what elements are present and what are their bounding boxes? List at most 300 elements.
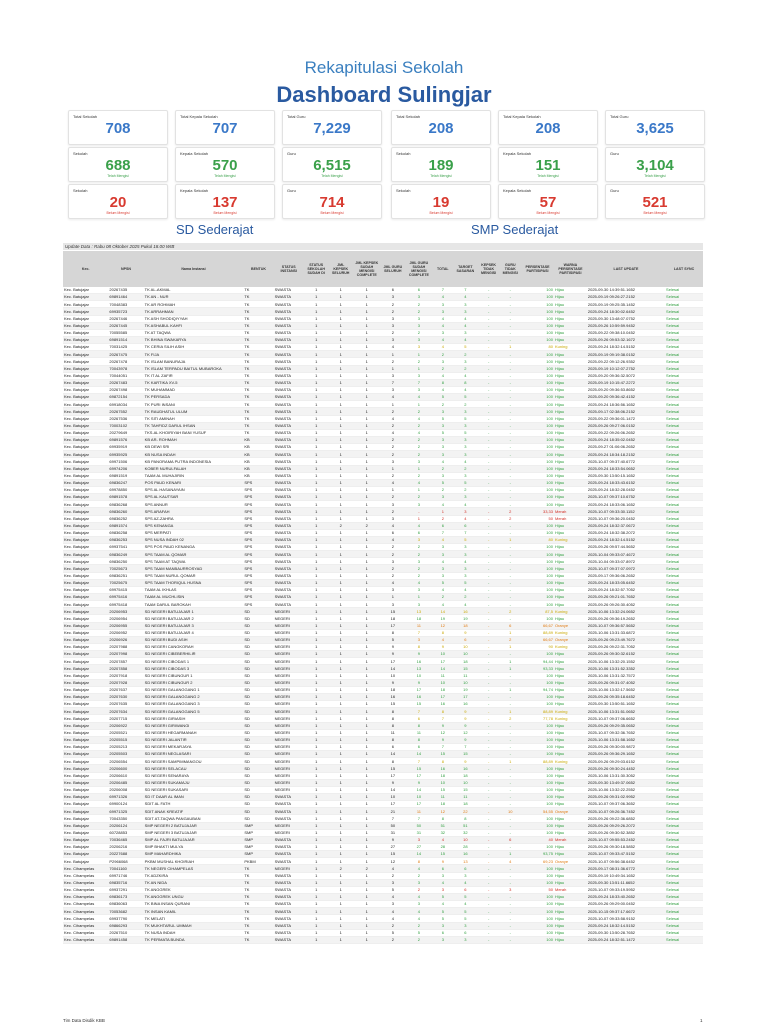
table-cell: TK [243, 294, 273, 301]
table-cell: 1 [329, 372, 353, 379]
table-cell: - [499, 415, 521, 422]
table-cell: 1 [329, 579, 353, 586]
card-label: Sekolah [73, 151, 88, 156]
table-cell: Kec. Batujajar [63, 586, 108, 593]
table-cell: 4 [405, 479, 433, 486]
table-cell: 1 [405, 401, 433, 408]
recap-table [63, 251, 703, 944]
table-cell: - [478, 701, 500, 708]
table-cell: 1 [304, 579, 329, 586]
table-cell: Selesai [665, 522, 703, 529]
table-cell: 17 [405, 772, 433, 779]
table-row [63, 736, 703, 743]
table-cell: 7 [381, 815, 405, 822]
table-cell: 2025-09-26 09:35:18.6452 [587, 694, 665, 701]
table-cell: 7 [433, 744, 453, 751]
table-cell: Selesai [665, 444, 703, 451]
table-row [63, 815, 703, 822]
table-cell: 9 [453, 708, 478, 715]
table-cell: - [499, 394, 521, 401]
smp-card [498, 147, 598, 182]
table-cell: Kec. Batujajar [63, 365, 108, 372]
table-cell: 4 [433, 601, 453, 608]
table-cell: Hijau [554, 665, 587, 672]
table-cell: 2025-10-06 13:31:32.7572 [587, 672, 665, 679]
table-cell: 1 [329, 315, 353, 322]
table-cell: 4 [433, 315, 453, 322]
table-cell: SMP NEGERI 2 BATUJAJAR [144, 822, 244, 829]
table-cell: 2025-09-17 09:36:06.2652 [587, 572, 665, 579]
table-cell: 2025-10-06 13:32:17.5652 [587, 686, 665, 693]
table-cell: 3 [453, 329, 478, 336]
sd-card [282, 184, 382, 219]
sd-card [175, 147, 275, 182]
table-cell: 1 [405, 465, 433, 472]
table-body [63, 287, 703, 943]
table-cell: 1 [304, 672, 329, 679]
table-cell: Selesai [665, 465, 703, 472]
table-cell: 1 [353, 436, 381, 443]
table-cell: 69918034 [108, 401, 143, 408]
table-cell: 2025-09-26 09:29:35.0652 [587, 722, 665, 729]
table-cell: 12 [433, 808, 453, 815]
table-row [63, 886, 703, 893]
table-cell: 94,74 [521, 686, 554, 693]
table-cell: SWASTA [274, 308, 304, 315]
table-cell: TKS.AL KHOIRIYAH BANI YUSUF [144, 429, 244, 436]
table-cell: - [478, 765, 500, 772]
table-cell: 7 [453, 529, 478, 536]
card-sublabel: Belum Mengisi [536, 211, 560, 215]
table-cell: 1 [304, 843, 329, 850]
table-cell: 6 [453, 929, 478, 936]
table-cell: 1 [329, 851, 353, 858]
table-cell: - [478, 401, 500, 408]
table-cell: 100 [521, 601, 554, 608]
table-cell: 1 [353, 786, 381, 793]
table-row [63, 872, 703, 879]
table-cell: 2 [381, 408, 405, 415]
table-cell: NEGERI [274, 829, 304, 836]
table-row [63, 793, 703, 800]
table-cell: 1 [353, 401, 381, 408]
table-cell: 1 [329, 287, 353, 294]
table-cell: 1 [329, 822, 353, 829]
table-cell: Selesai [665, 422, 703, 429]
table-cell: 20206953 [108, 608, 143, 615]
table-cell: 3 [453, 358, 478, 365]
table-cell: 2025-10-06 13:32:22.2552 [587, 786, 665, 793]
table-cell: 9 [453, 758, 478, 765]
table-cell: Selesai [665, 486, 703, 493]
table-row [63, 679, 703, 686]
table-cell: 100 [521, 365, 554, 372]
table-cell: - [478, 808, 500, 815]
table-cell: - [499, 936, 521, 943]
table-cell: 1 [304, 915, 329, 922]
table-cell: Kec. Batujajar [63, 622, 108, 629]
table-cell: - [499, 765, 521, 772]
table-cell: SD [243, 672, 273, 679]
table-cell: Selesai [665, 936, 703, 943]
table-cell: - [478, 515, 500, 522]
table-cell: 1 [353, 308, 381, 315]
table-cell: 3 [381, 294, 405, 301]
table-cell: 14 [381, 665, 405, 672]
table-row [63, 536, 703, 543]
table-cell: 3 [405, 315, 433, 322]
table-cell: 69935723 [108, 308, 143, 315]
table-cell: TK KARTIKA XV-5 [144, 379, 244, 386]
table-row [63, 729, 703, 736]
table-cell: 1 [353, 579, 381, 586]
table-cell: Kec. Batujajar [63, 708, 108, 715]
card-value: 151 [535, 157, 561, 174]
table-cell: 1 [304, 472, 329, 479]
card-value: 707 [212, 120, 238, 137]
table-cell: 32 [453, 829, 478, 836]
table-cell: TK AN NIDA [144, 879, 244, 886]
table-cell: - [499, 679, 521, 686]
table-cell: SWASTA [274, 508, 304, 515]
table-row [63, 429, 703, 436]
table-cell: 3 [453, 494, 478, 501]
table-cell: SD NEGERI CIBODAS 1 [144, 658, 244, 665]
table-cell: SWASTA [274, 372, 304, 379]
table-cell: SWASTA [274, 336, 304, 343]
table-cell: 1 [329, 779, 353, 786]
table-cell: TK AN - NUR [144, 294, 244, 301]
table-cell: Kec. Batujajar [63, 287, 108, 294]
table-cell: 8 [433, 379, 453, 386]
table-cell: - [499, 379, 521, 386]
table-cell: KB [243, 472, 273, 479]
table-cell: 7 [405, 629, 433, 636]
table-cell: SD NEGERI GALANGGANG 1 [144, 686, 244, 693]
table-cell: 3 [433, 444, 453, 451]
table-cell: SWASTA [274, 365, 304, 372]
table-row [63, 901, 703, 908]
table-cell: 69935925 [108, 451, 143, 458]
table-cell: - [478, 872, 500, 879]
table-cell: 3 [453, 544, 478, 551]
table-cell: 2025-09-20 09:36:53.8652 [587, 386, 665, 393]
table-cell: 2025-09-19 10:15:47.2272 [587, 379, 665, 386]
table-cell: 90 [521, 644, 554, 651]
table-cell: 3 [433, 301, 453, 308]
table-cell: SWASTA [274, 793, 304, 800]
table-cell: 1 [353, 301, 381, 308]
table-cell: SWASTA [274, 929, 304, 936]
table-cell: SD [243, 744, 273, 751]
table-cell: - [499, 908, 521, 915]
table-cell: - [478, 294, 500, 301]
table-cell: 2 [433, 594, 453, 601]
table-cell: - [405, 508, 433, 515]
table-cell: 1 [329, 622, 353, 629]
table-cell: Kec. Cihampelas [63, 886, 108, 893]
table-cell: 2 [405, 922, 433, 929]
table-cell: 20207998 [108, 651, 143, 658]
table-cell: 15 [381, 765, 405, 772]
table-cell: Hijau [554, 722, 587, 729]
table-cell: 1 [304, 644, 329, 651]
table-cell: 11 [453, 793, 478, 800]
table-cell: Hijau [554, 922, 587, 929]
table-cell: - [478, 901, 500, 908]
table-cell: 4 [433, 372, 453, 379]
table-cell: Kec. Batujajar [63, 308, 108, 315]
table-cell: NEGERI [274, 615, 304, 622]
table-cell: 100 [521, 786, 554, 793]
table-cell: SD NEGERI GALANGGANG 5 [144, 708, 244, 715]
table-cell: 1 [329, 615, 353, 622]
table-cell: TK [243, 379, 273, 386]
table-cell: Hijau [554, 893, 587, 900]
table-cell: 2 [405, 886, 433, 893]
table-cell: SD [243, 665, 273, 672]
table-cell: 100 [521, 801, 554, 808]
table-cell: 1 [381, 365, 405, 372]
table-cell: 70003102 [108, 422, 143, 429]
table-cell: 4 [405, 915, 433, 922]
card-label: Total Kepala Sekolah [503, 114, 541, 119]
table-cell: 2025-10-04 09:33:07.8972 [587, 558, 665, 565]
table-cell: 1 [304, 479, 329, 486]
table-cell: 2025-10-06 13:31:30.3052 [587, 772, 665, 779]
table-cell: 88,89 [521, 629, 554, 636]
table-cell: 1 [499, 629, 521, 636]
card-sublabel: Telah Mengisi [430, 174, 452, 178]
table-row [63, 422, 703, 429]
table-cell: 3 [433, 565, 453, 572]
table-cell: 16 [453, 608, 478, 615]
table-cell: Kec. Batujajar [63, 758, 108, 765]
table-cell: 2 [405, 308, 433, 315]
table-cell: 100 [521, 929, 554, 936]
table-cell: 100 [521, 879, 554, 886]
table-cell: 1 [304, 851, 329, 858]
table-cell: 100 [521, 615, 554, 622]
table-cell: 1 [353, 658, 381, 665]
table-cell: Selesai [665, 386, 703, 393]
table-cell: 88,89 [521, 758, 554, 765]
table-cell: 9 [381, 779, 405, 786]
table-cell: Hijau [554, 829, 587, 836]
table-cell: - [478, 444, 500, 451]
table-cell: 19 [453, 615, 478, 622]
table-cell: 1 [353, 287, 381, 294]
table-cell: 1 [329, 558, 353, 565]
table-cell: 100 [521, 479, 554, 486]
table-cell: TK MUHAMMAD [144, 386, 244, 393]
table-cell: - [499, 465, 521, 472]
table-cell: Hijau [554, 529, 587, 536]
table-cell: 20205213 [108, 744, 143, 751]
table-cell: 8 [433, 629, 453, 636]
table-cell: Selesai [665, 822, 703, 829]
table-cell: SWASTA [274, 536, 304, 543]
table-cell: 2025-10-07 09:33:58.9152 [587, 915, 665, 922]
table-cell: Kec. Batujajar [63, 572, 108, 579]
table-cell: 51 [433, 822, 453, 829]
table-cell: 1 [304, 801, 329, 808]
table-cell: 1 [353, 915, 381, 922]
table-cell: 1 [353, 908, 381, 915]
table-cell: Hijau [554, 901, 587, 908]
table-cell: - [499, 472, 521, 479]
table-cell: TK INSAN KAMIL [144, 908, 244, 915]
table-row [63, 594, 703, 601]
card-sublabel: Telah Mengisi [537, 174, 559, 178]
table-cell: 1 [304, 886, 329, 893]
table-cell: 1 [329, 429, 353, 436]
table-cell: Selesai [665, 765, 703, 772]
table-cell: 1 [329, 379, 353, 386]
table-cell: 40 [521, 836, 554, 843]
table-cell: 2025-09-19 09:26:27.2152 [587, 294, 665, 301]
table-cell: 9 [453, 715, 478, 722]
table-cell: Selesai [665, 479, 703, 486]
table-cell: 1 [329, 422, 353, 429]
table-cell: SWASTA [274, 494, 304, 501]
table-cell: SD NEGERI BUDI ASIH [144, 636, 244, 643]
table-cell: 3 [381, 901, 405, 908]
table-cell: 22 [453, 808, 478, 815]
table-row [63, 629, 703, 636]
table-cell: 3 [453, 922, 478, 929]
table-cell: 69974206 [108, 465, 143, 472]
table-cell: Selesai [665, 915, 703, 922]
table-cell: Kec. Batujajar [63, 822, 108, 829]
table-row [63, 651, 703, 658]
table-cell: 2 [381, 472, 405, 479]
table-cell: 100 [521, 329, 554, 336]
table-cell: SD NEGERI SELACAU [144, 765, 244, 772]
table-cell: 4 [499, 858, 521, 865]
table-cell: 1 [304, 636, 329, 643]
table-cell: Hijau [554, 815, 587, 822]
table-cell: 16 [381, 694, 405, 701]
table-cell: 17 [381, 622, 405, 629]
table-cell: 11 [405, 622, 433, 629]
table-cell: Hijau [554, 394, 587, 401]
table-cell: SWASTA [274, 315, 304, 322]
table-cell: - [499, 287, 521, 294]
table-cell: 2 [453, 351, 478, 358]
table-cell: 4 [405, 522, 433, 529]
table-cell: 3 [381, 879, 405, 886]
table-row [63, 558, 703, 565]
table-cell: Kec. Batujajar [63, 851, 108, 858]
table-cell: 5 [433, 415, 453, 422]
table-cell: 20206600 [108, 765, 143, 772]
table-cell: 16 [433, 701, 453, 708]
table-cell: Kec. Batujajar [63, 315, 108, 322]
table-cell: 6 [405, 715, 433, 722]
table-cell: 4 [405, 429, 433, 436]
table-cell: SWASTA [274, 458, 304, 465]
table-cell: KOBER NURULFALAH [144, 465, 244, 472]
table-cell: Kec. Batujajar [63, 772, 108, 779]
table-cell: 1 [329, 922, 353, 929]
table-cell: Hijau [554, 365, 587, 372]
table-cell: 50 [521, 515, 554, 522]
table-cell: 1 [329, 672, 353, 679]
table-cell: 1 [353, 386, 381, 393]
table-cell: SWASTA [274, 358, 304, 365]
table-cell: 1 [329, 501, 353, 508]
table-cell: 1 [329, 658, 353, 665]
table-cell: 2 [405, 551, 433, 558]
table-cell: TK [243, 929, 273, 936]
table-cell: 2025-09-26 09:21:01.7652 [587, 594, 665, 601]
table-row [63, 665, 703, 672]
sd-card [175, 184, 275, 219]
table-cell: 7 [405, 815, 433, 822]
table-cell: Selesai [665, 708, 703, 715]
table-cell: Hijau [554, 865, 587, 872]
table-cell: Hijau [554, 287, 587, 294]
table-cell: 1 [353, 465, 381, 472]
card-value: 708 [105, 120, 131, 137]
table-cell: 1 [353, 893, 381, 900]
table-cell: 3 [433, 329, 453, 336]
table-cell: 1 [353, 444, 381, 451]
table-cell: SWASTA [274, 601, 304, 608]
table-cell: NEGERI [274, 651, 304, 658]
table-row [63, 829, 703, 836]
table-cell: - [478, 829, 500, 836]
table-cell: 9 [433, 644, 453, 651]
table-cell: - [478, 379, 500, 386]
table-cell: 20279649 [108, 429, 143, 436]
table-row [63, 436, 703, 443]
table-cell: 2 [405, 544, 433, 551]
table-cell: 3 [405, 586, 433, 593]
table-cell: 100 [521, 865, 554, 872]
table-cell: Hijau [554, 544, 587, 551]
table-cell: 1 [304, 394, 329, 401]
table-cell: SD NEGERI CANGKORAH [144, 644, 244, 651]
table-cell: Kec. Batujajar [63, 436, 108, 443]
table-row [63, 644, 703, 651]
footer-left: Tim Data Disdik KBB [63, 1018, 105, 1023]
table-cell: 2025-10-06 13:31:51.0652 [587, 708, 665, 715]
column-header: BENTUK [243, 251, 273, 287]
table-cell: 3 [433, 494, 453, 501]
table-cell: - [478, 572, 500, 579]
table-cell: 7 [453, 287, 478, 294]
table-cell: 100 [521, 336, 554, 343]
table-cell: Kec. Cihampelas [63, 922, 108, 929]
table-cell: Selesai [665, 922, 703, 929]
table-cell: 1 [353, 922, 381, 929]
table-cell: 100 [521, 829, 554, 836]
table-cell: 7 [381, 379, 405, 386]
table-cell: - [499, 801, 521, 808]
table-cell: - [499, 922, 521, 929]
table-cell: 2025-09-26 09:26:30.4052 [587, 601, 665, 608]
table-cell: 2025-09-24 18:32:38.2072 [587, 529, 665, 536]
table-cell: 4 [453, 501, 478, 508]
table-cell: TK [243, 336, 273, 343]
table-cell: Hijau [554, 843, 587, 850]
table-cell: SPS [243, 586, 273, 593]
table-cell: 4 [433, 879, 453, 886]
table-cell: 6 [381, 287, 405, 294]
card-value: 208 [428, 120, 454, 137]
